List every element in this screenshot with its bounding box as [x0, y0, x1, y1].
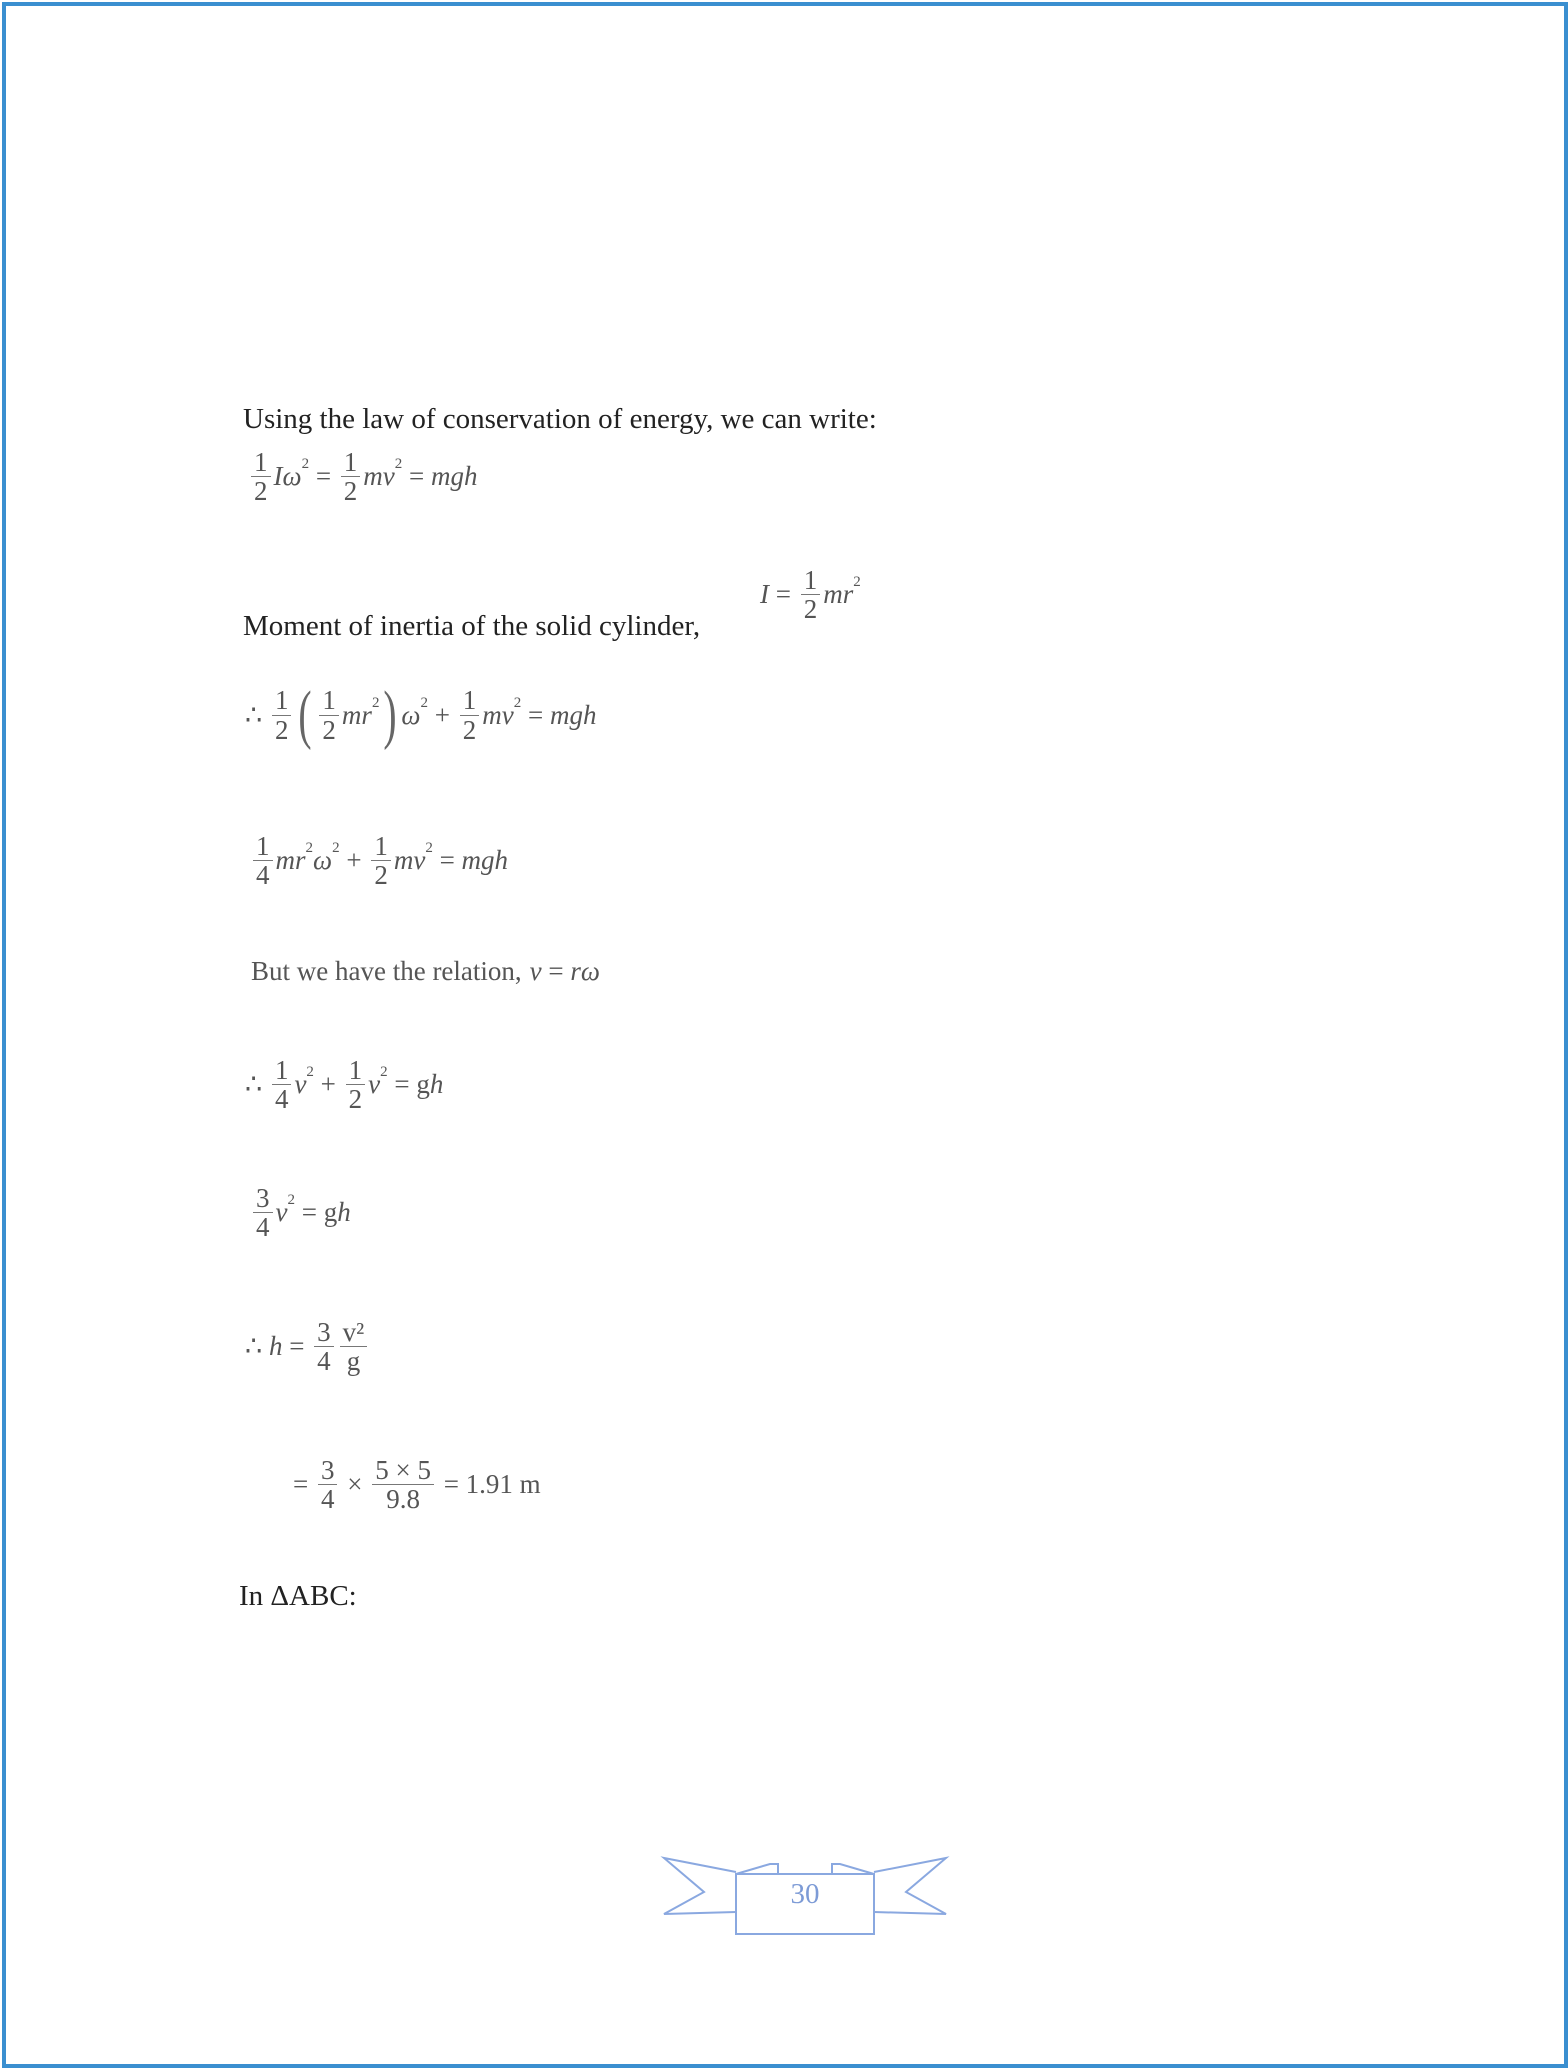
math-variable: Iω — [273, 461, 302, 492]
denominator: 4 — [274, 1084, 289, 1115]
intro-text: Using the law of conservation of energy, we can write: — [243, 403, 877, 435]
math-symbol: = — [769, 579, 798, 610]
math-variable: mr — [341, 699, 372, 730]
page-border — [2, 2, 1568, 2068]
fraction — [371, 832, 391, 890]
math-symbol: = — [282, 1331, 312, 1362]
math-variable: mr — [275, 845, 306, 876]
math-variable: v — [529, 956, 542, 986]
parenthesis: ) — [383, 678, 398, 751]
numerator: 1 — [251, 448, 271, 477]
denominator: 4 — [320, 1484, 335, 1515]
fraction — [272, 686, 292, 744]
numerator: 1 — [460, 686, 480, 715]
math-symbol: = — [402, 461, 432, 492]
parenthesis: ( — [298, 678, 313, 751]
triangle-text: In ΔABC: — [239, 1580, 357, 1612]
superscript: 2 — [394, 456, 403, 473]
math-variable: mv — [482, 699, 514, 730]
math-symbol: = — [293, 1469, 315, 1500]
math-symbol: + — [313, 1069, 343, 1100]
fraction — [253, 832, 273, 890]
denominator: 9.8 — [386, 1484, 420, 1515]
combined-equation — [250, 1184, 351, 1242]
fraction — [346, 1056, 366, 1114]
fraction — [314, 1318, 334, 1376]
numerator: 1 — [319, 686, 339, 715]
height-result-equation — [293, 1456, 541, 1514]
math-variable: ω — [401, 699, 421, 730]
numerator: 3 — [314, 1318, 334, 1347]
numerator: 1 — [346, 1056, 366, 1085]
superscript: 2 — [332, 840, 340, 857]
math-symbol: + — [339, 845, 369, 876]
superscript: 2 — [305, 840, 314, 857]
math-symbol: = — [309, 461, 338, 492]
height-equation — [245, 1318, 370, 1376]
math-variable: h — [268, 1331, 283, 1362]
math-variable: rω — [570, 956, 600, 986]
math-variable: mgh — [431, 461, 478, 492]
denominator: 2 — [803, 594, 818, 625]
math-variable: v — [368, 1069, 381, 1100]
inertia-equation — [760, 566, 861, 624]
denominator: 4 — [256, 860, 270, 891]
denominator: 4 — [256, 1212, 270, 1243]
numerator: 1 — [341, 448, 361, 477]
fraction — [272, 1056, 292, 1114]
fraction — [460, 686, 480, 744]
math-symbol: × — [340, 1469, 370, 1500]
fraction — [372, 1456, 434, 1514]
fraction — [319, 686, 339, 744]
denominator: 2 — [343, 476, 358, 507]
math-variable: mv — [393, 845, 426, 876]
math-symbol: = 1.91 m — [436, 1469, 541, 1500]
page-number-banner — [660, 1850, 950, 1936]
superscript: 2 — [420, 694, 428, 711]
substituted-equation — [245, 678, 597, 751]
math-variable: v — [275, 1197, 288, 1228]
math-symbol: = — [521, 699, 550, 730]
denominator: 4 — [317, 1346, 331, 1377]
math-variable: v — [294, 1069, 307, 1100]
denominator: g — [346, 1346, 361, 1377]
math-symbol: = g — [294, 1197, 338, 1228]
math-variable: I — [760, 579, 769, 610]
math-symbol: ∴ — [245, 1069, 269, 1100]
numerator: 3 — [253, 1184, 273, 1213]
superscript: 2 — [853, 574, 861, 591]
math-variable: h — [337, 1197, 351, 1228]
denominator: 2 — [274, 714, 289, 745]
simplified-equation — [250, 832, 508, 890]
velocity-equation — [245, 1056, 443, 1114]
moment-text: Moment of inertia of the solid cylinder, — [243, 610, 701, 642]
numerator: 1 — [801, 566, 821, 595]
fraction — [341, 448, 361, 506]
relation-text: But we have the relation, — [251, 956, 522, 986]
math-variable: mr — [823, 579, 854, 610]
superscript: 2 — [513, 694, 522, 711]
fraction — [318, 1456, 338, 1514]
denominator: 2 — [254, 476, 268, 507]
superscript: 2 — [425, 840, 433, 857]
fraction — [801, 566, 821, 624]
fraction — [340, 1318, 368, 1376]
math-variable: ω — [313, 845, 333, 876]
superscript: 2 — [306, 1064, 314, 1081]
denominator: 2 — [462, 714, 477, 745]
math-symbol: + — [428, 699, 457, 730]
fraction — [253, 1184, 273, 1242]
math-symbol: = g — [387, 1069, 430, 1100]
numerator: 5 × 5 — [372, 1456, 434, 1485]
relation-equation — [530, 956, 600, 987]
numerator: 3 — [318, 1456, 338, 1485]
fraction — [251, 448, 271, 506]
denominator: 2 — [322, 714, 336, 745]
denominator: 2 — [374, 860, 388, 891]
math-symbol: ∴ — [245, 699, 269, 730]
denominator: 2 — [348, 1084, 363, 1115]
math-symbol: = — [541, 956, 571, 986]
energy-equation — [248, 448, 478, 506]
superscript: 2 — [287, 1192, 295, 1209]
numerator: v² — [340, 1318, 368, 1347]
numerator: 1 — [272, 686, 292, 715]
numerator: 1 — [272, 1056, 292, 1085]
page-number: 30 — [790, 1878, 820, 1910]
math-variable: h — [429, 1069, 444, 1100]
relation-line — [251, 956, 600, 987]
numerator: 1 — [371, 832, 391, 861]
superscript: 2 — [301, 456, 310, 473]
superscript: 2 — [371, 694, 380, 711]
superscript: 2 — [380, 1064, 388, 1081]
math-symbol: = — [432, 845, 462, 876]
math-variable: mv — [363, 461, 395, 492]
math-symbol: ∴ — [245, 1331, 269, 1362]
math-variable: mgh — [461, 845, 509, 876]
numerator: 1 — [253, 832, 273, 861]
math-variable: mgh — [549, 699, 597, 730]
